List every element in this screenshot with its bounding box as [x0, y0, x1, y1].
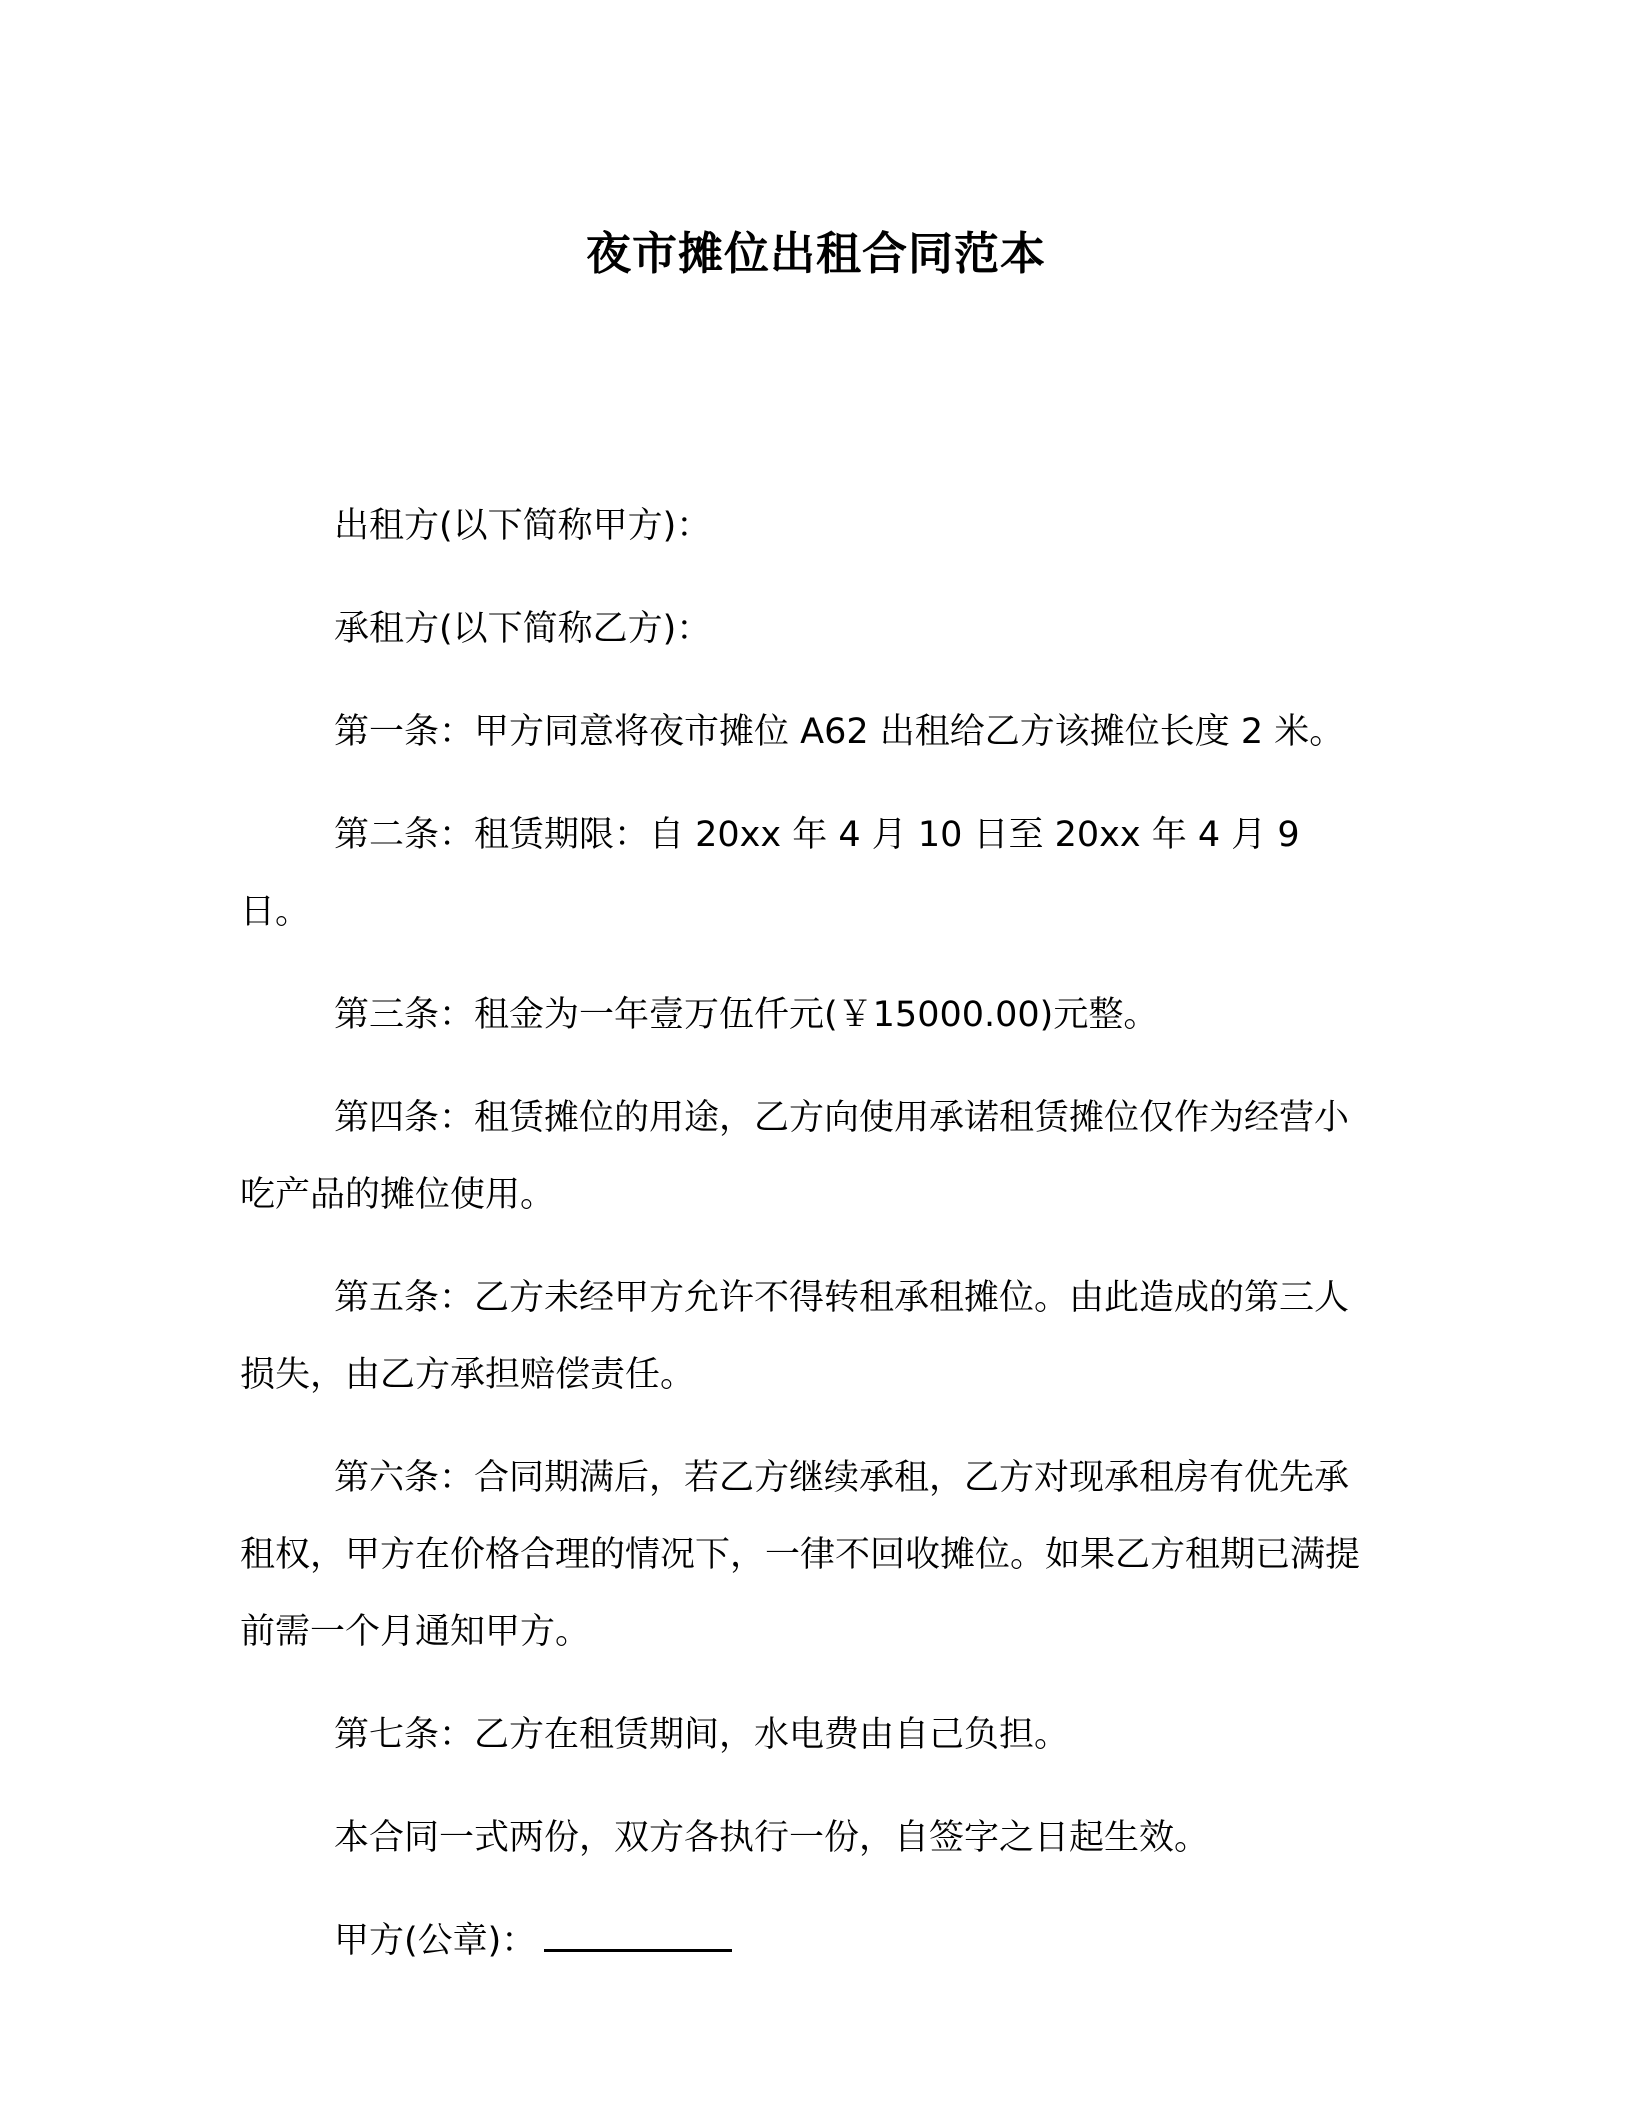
- signature-line: [240, 1903, 1380, 1980]
- paragraph-article-6: 第六条：合同期满后，若乙方继续承租，乙方对现承租房有优先承租权，甲方在价格合理的情况下，一律不回收摊位。如果乙方租期已满提前需一个月通知甲方。: [240, 1458, 1361, 1652]
- paragraph-closing: 本合同一式两份，双方各执行一份，自签字之日起生效。: [334, 1818, 1210, 1858]
- paragraph-lessee: 承租方(以下简称乙方)：: [334, 609, 712, 649]
- paragraph-article-3: 第三条：租金为一年壹万伍仟元(￥15000.00)元整。: [334, 995, 1159, 1035]
- paragraph-article-1: 第一条：甲方同意将夜市摊位 A62 出租给乙方该摊位长度 2 米。: [334, 712, 1345, 752]
- paragraph-article-5: 第五条：乙方未经甲方允许不得转租承租摊位。由此造成的第三人损失，由乙方承担赔偿责任。: [240, 1278, 1350, 1395]
- paragraph-lessor: 出租方(以下简称甲方)：: [334, 506, 712, 546]
- signature-blank: [544, 1919, 732, 1952]
- signature-label: 甲方(公章)：: [334, 1921, 537, 1961]
- paragraph-article-2: 第二条：租赁期限：自 20xx 年 4 月 10 日至 20xx 年 4 月 9 日。: [240, 815, 1300, 932]
- paragraph-article-7: 第七条：乙方在租赁期间，水电费由自己负担。: [334, 1715, 1070, 1755]
- document-title: 夜市摊位出租合同范本: [585, 227, 1046, 280]
- document-body: [240, 488, 1380, 2006]
- paragraph-article-4: 第四条：租赁摊位的用途，乙方向使用承诺租赁摊位仅作为经营小吃产品的摊位使用。: [240, 1098, 1350, 1215]
